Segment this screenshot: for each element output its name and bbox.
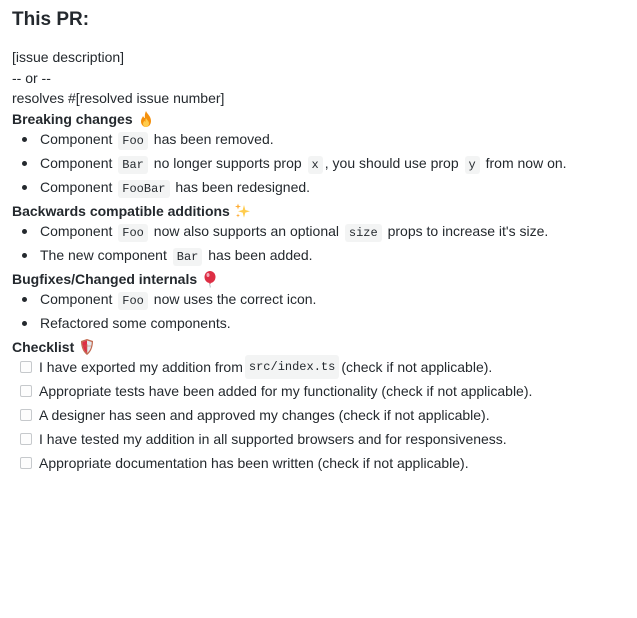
section-heading-label: Backwards compatible additions [12,202,230,219]
list-item: Component FooBar has been redesigned. [40,177,625,197]
bugfixes-list [12,289,625,333]
intro-issue-description: [issue description] [12,49,125,65]
list-item: The new component Bar has been added. [40,245,625,265]
inline-code: Foo [118,132,148,150]
checkbox[interactable] [20,409,32,421]
inline-code: Foo [118,292,148,310]
breaking-changes-list [12,129,625,197]
intro-or-separator: -- or -- [12,69,51,86]
checklist-item: A designer has seen and approved my changes (check if not applicable). [20,405,625,425]
inline-code: Bar [118,156,148,174]
section-heading-checklist [12,337,625,357]
checkbox[interactable] [20,385,32,397]
section-heading-breaking [12,109,625,129]
inline-code: Bar [173,248,203,266]
list-item: Component Foo now uses the correct icon. [40,289,625,309]
inline-code: x [308,156,323,174]
section-heading-label: Bugfixes/Changed internals [12,270,198,287]
inline-code: src/index.ts [245,355,339,379]
checkbox[interactable] [20,457,32,469]
list-item: Component Foo has been removed. [40,129,625,149]
intro-resolves: resolves #[resolved issue number] [12,90,225,106]
fire-icon [137,110,155,128]
inline-code: size [345,224,382,242]
shield-icon [78,338,96,356]
sparkles-icon [234,202,252,220]
section-heading-bugfix [12,269,625,289]
compat-additions-list [12,221,625,265]
checklist-item: Appropriate tests have been added for my functionality (check if not applicable). [20,381,625,401]
checkbox[interactable] [20,361,32,373]
inline-code: FooBar [118,180,169,198]
inline-code: Foo [118,224,148,242]
checklist-item: I have tested my addition in all supported browsers and for responsiveness. [20,429,625,449]
section-heading-label: Breaking changes [12,110,133,127]
balloon-icon [201,270,219,288]
checklist [12,357,625,473]
section-heading-compat [12,201,625,221]
checklist-item: Appropriate documentation has been written (check if not applicable). [20,453,625,473]
list-item: Component Bar no longer supports prop x , you should use prop y from now on. [40,153,625,173]
list-item: Refactored some components. [40,313,625,333]
inline-code: y [465,156,480,174]
checkbox[interactable] [20,433,32,445]
checklist-item: I have exported my addition from src/index.ts (check if not applicable). [20,357,625,377]
intro-block [12,47,625,109]
section-heading-label: Checklist [12,338,75,355]
page-title: This PR: [12,9,90,30]
list-item: Component Foo now also supports an optional size props to increase it's size. [40,221,625,241]
